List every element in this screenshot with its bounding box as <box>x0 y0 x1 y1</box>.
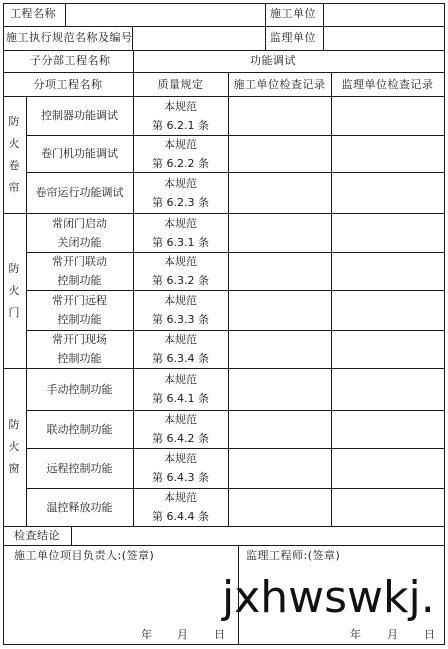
construction-manager-signature-label: 施工单位项目负责人:(签章) <box>14 549 155 562</box>
quality-spec-line: 本规范 <box>164 452 197 465</box>
grid-line <box>3 644 445 645</box>
left-date-year: 年 <box>141 628 153 641</box>
quality-spec <box>133 214 228 252</box>
column-construction-record-header: 施工单位检查记录 <box>233 78 326 91</box>
grid-line <box>26 172 445 173</box>
item-name-line: 联动控制功能 <box>46 422 113 436</box>
construction-unit-label: 施工单位 <box>270 7 316 20</box>
quality-spec-line: 第 6.3.2 条 <box>152 274 209 287</box>
grid-line <box>3 50 445 51</box>
quality-spec <box>133 135 228 173</box>
item-name-line: 常开门远程 <box>52 294 107 307</box>
item-name-line: 常开门现场 <box>52 333 107 346</box>
quality-spec-line: 本规范 <box>164 176 197 190</box>
column-item-header: 分项工程名称 <box>33 78 103 91</box>
quality-spec-line: 第 6.3.3 条 <box>152 313 209 326</box>
item-name <box>26 252 133 290</box>
grid-line <box>3 545 445 546</box>
quality-spec-line: 本规范 <box>164 99 197 113</box>
supervision-engineer-signature-label: 监理工程师:(签章) <box>246 549 341 562</box>
item-name-line: 手动控制功能 <box>46 382 113 396</box>
supervision-unit-label: 监理单位 <box>270 31 316 44</box>
item-name <box>26 330 133 368</box>
column-supervision-record-header: 监理单位检查记录 <box>341 78 434 91</box>
quality-spec-line: 本规范 <box>164 137 197 151</box>
quality-spec-line: 第 6.3.4 条 <box>152 352 209 365</box>
item-name-line: 卷门机功能调试 <box>41 147 118 160</box>
grid-line <box>331 72 332 527</box>
group-name-char: 火 <box>8 440 20 453</box>
group-name-char: 防 <box>8 114 20 128</box>
quality-spec-line: 第 6.2.1 条 <box>152 118 209 132</box>
group-name-char: 窗 <box>8 462 20 475</box>
column-quality-header: 质量规定 <box>157 78 204 91</box>
grid-line <box>3 72 445 73</box>
quality-spec <box>133 174 228 212</box>
group-name <box>4 414 24 480</box>
grid-line <box>3 3 4 645</box>
quality-spec-line: 第 6.4.2 条 <box>152 432 209 445</box>
item-name <box>26 106 133 125</box>
right-date-month: 月 <box>387 628 399 641</box>
grid-line <box>26 135 445 136</box>
left-date-month: 月 <box>177 628 189 641</box>
quality-spec-line: 第 6.4.1 条 <box>152 392 209 405</box>
item-name-line: 控制功能 <box>57 313 102 326</box>
quality-spec-line: 第 6.2.3 条 <box>152 195 209 209</box>
grid-line <box>3 526 445 527</box>
item-name-line: 控制功能 <box>57 352 102 365</box>
group-name-char: 防 <box>8 418 20 431</box>
group-name <box>4 111 24 199</box>
grid-line <box>65 3 66 27</box>
item-name-line: 常闭门启动 <box>52 216 107 230</box>
grid-line <box>444 3 445 645</box>
grid-line <box>265 3 266 51</box>
quality-spec-line: 本规范 <box>164 294 197 307</box>
spec-name-label: 施工执行规范名称及编号 <box>6 31 133 44</box>
quality-spec <box>133 97 228 135</box>
quality-spec-line: 第 6.4.4 条 <box>152 510 209 523</box>
grid-line <box>3 3 445 4</box>
item-name-line: 卷帘运行功能调试 <box>35 186 124 199</box>
item-name <box>26 459 133 478</box>
right-date-day: 日 <box>424 628 436 641</box>
quality-spec-line: 本规范 <box>164 413 197 426</box>
item-name-line: 控制功能 <box>57 274 102 287</box>
quality-spec <box>133 370 228 408</box>
quality-spec-line: 本规范 <box>164 491 197 504</box>
item-name <box>26 380 133 399</box>
grid-line <box>133 50 134 73</box>
quality-spec-line: 本规范 <box>164 216 197 230</box>
group-name-char: 帘 <box>8 180 20 194</box>
watermark-text: jxhwswkj. <box>222 572 435 623</box>
item-name <box>26 144 133 163</box>
grid-line <box>71 526 72 546</box>
item-name <box>26 498 133 517</box>
quality-spec <box>133 252 228 290</box>
group-name-char: 防 <box>8 261 20 275</box>
item-name-line: 关闭功能 <box>57 235 102 249</box>
quality-spec <box>133 488 228 526</box>
quality-spec-line: 本规范 <box>164 373 197 386</box>
conclusion-label: 检查结论 <box>14 529 60 542</box>
item-name <box>26 214 133 252</box>
group-name-char: 卷 <box>8 158 20 172</box>
grid-line <box>26 488 445 489</box>
grid-line <box>323 3 324 51</box>
subdivision-label: 子分部工程名称 <box>30 54 111 67</box>
grid-line <box>228 72 229 527</box>
group-name-char: 门 <box>8 305 20 319</box>
item-name-line: 远程控制功能 <box>46 461 113 475</box>
quality-spec-line: 本规范 <box>164 255 197 268</box>
item-name <box>26 291 133 329</box>
item-name <box>26 183 133 202</box>
grid-line <box>3 26 445 27</box>
quality-spec-line: 本规范 <box>164 333 197 346</box>
left-date-day: 日 <box>214 628 226 641</box>
quality-spec-line: 第 6.2.2 条 <box>152 156 209 170</box>
quality-spec-line: 第 6.3.1 条 <box>152 235 209 249</box>
project-name-label: 工程名称 <box>10 7 56 20</box>
quality-spec-line: 第 6.4.3 条 <box>152 471 209 484</box>
grid-line <box>26 448 445 449</box>
grid-line <box>3 368 445 369</box>
quality-spec <box>133 291 228 329</box>
quality-spec <box>133 449 228 487</box>
group-name-char: 火 <box>8 283 20 297</box>
item-name-line: 温控释放功能 <box>46 500 113 514</box>
right-date-year: 年 <box>350 628 362 641</box>
group-name <box>4 258 24 324</box>
item-name <box>26 420 133 439</box>
group-name-char: 火 <box>8 136 20 150</box>
quality-spec <box>133 330 228 368</box>
quality-spec <box>133 410 228 448</box>
grid-line <box>26 410 445 411</box>
subdivision-value: 功能调试 <box>250 54 296 67</box>
item-name-line: 常开门联动 <box>52 255 107 268</box>
item-name-line: 控制器功能调试 <box>41 109 118 122</box>
